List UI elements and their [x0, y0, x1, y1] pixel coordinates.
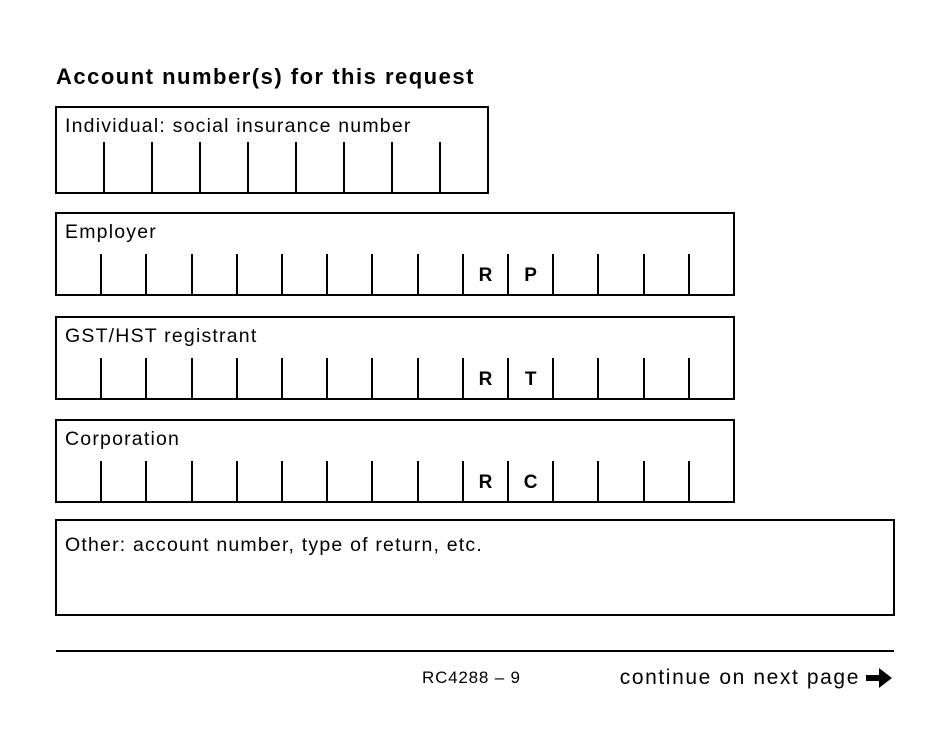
employer-digit-cell[interactable]	[100, 254, 145, 294]
gst-hst-digit-cell[interactable]	[552, 358, 597, 398]
gst-hst-digit-cell[interactable]	[688, 358, 733, 398]
individual-digit-cell[interactable]	[247, 142, 295, 192]
other-label: Other: account number, type of return, etc.	[65, 534, 483, 556]
continue-link[interactable]	[620, 664, 894, 692]
individual-digit-cell[interactable]	[439, 142, 487, 192]
corporation-digit-cell: R	[462, 461, 507, 501]
gst-hst-cells	[57, 358, 733, 398]
employer-digit-cell[interactable]	[281, 254, 326, 294]
continue-text: continue on next page	[619, 666, 860, 689]
corporation-digit-cell[interactable]	[688, 461, 733, 501]
gst-hst-digit-cell[interactable]	[145, 358, 190, 398]
gst-hst-digit-cell[interactable]	[236, 358, 281, 398]
corporation-digit-cell[interactable]	[236, 461, 281, 501]
employer-digit-cell[interactable]	[597, 254, 642, 294]
individual-digit-cell[interactable]	[295, 142, 343, 192]
gst-hst-digit-cell[interactable]	[371, 358, 416, 398]
corporation-digit-cell[interactable]	[100, 461, 145, 501]
gst-hst-digit-cell[interactable]	[100, 358, 145, 398]
gst-hst-label: GST/HST registrant	[65, 325, 258, 347]
individual-digit-cell[interactable]	[391, 142, 439, 192]
gst-hst-account-field[interactable]	[55, 316, 735, 400]
employer-digit-cell[interactable]	[236, 254, 281, 294]
individual-digit-cell[interactable]	[151, 142, 199, 192]
employer-digit-cell[interactable]	[688, 254, 733, 294]
employer-cells	[57, 254, 733, 294]
corporation-digit-cell[interactable]	[552, 461, 597, 501]
right-arrow-icon	[864, 666, 894, 690]
individual-sin-field[interactable]	[55, 106, 489, 194]
gst-hst-digit-cell[interactable]	[643, 358, 688, 398]
gst-hst-digit-cell[interactable]	[326, 358, 371, 398]
corporation-digit-cell: C	[507, 461, 552, 501]
individual-sin-label: Individual: social insurance number	[65, 115, 412, 137]
individual-digit-cell[interactable]	[103, 142, 151, 192]
employer-digit-cell[interactable]	[371, 254, 416, 294]
individual-digit-cell[interactable]	[343, 142, 391, 192]
individual-digit-cell[interactable]	[199, 142, 247, 192]
form-page-code: RC4288 – 9	[422, 668, 521, 687]
employer-digit-cell[interactable]	[145, 254, 190, 294]
employer-digit-cell[interactable]	[191, 254, 236, 294]
corporation-cells	[57, 461, 733, 501]
employer-account-field[interactable]	[55, 212, 735, 296]
employer-digit-cell[interactable]	[643, 254, 688, 294]
employer-digit-cell[interactable]	[326, 254, 371, 294]
gst-hst-digit-cell: T	[507, 358, 552, 398]
gst-hst-digit-cell[interactable]	[57, 358, 100, 398]
gst-hst-digit-cell[interactable]	[191, 358, 236, 398]
corporation-digit-cell[interactable]	[371, 461, 416, 501]
footer-divider	[56, 650, 894, 652]
corporation-digit-cell[interactable]	[191, 461, 236, 501]
corporation-digit-cell[interactable]	[145, 461, 190, 501]
individual-digit-cell[interactable]	[57, 142, 103, 192]
employer-digit-cell: R	[462, 254, 507, 294]
employer-digit-cell[interactable]	[57, 254, 100, 294]
employer-digit-cell[interactable]	[417, 254, 462, 294]
corporation-label: Corporation	[65, 428, 181, 450]
corporation-digit-cell[interactable]	[326, 461, 371, 501]
employer-digit-cell: P	[507, 254, 552, 294]
individual-sin-cells	[57, 142, 487, 192]
employer-digit-cell[interactable]	[552, 254, 597, 294]
corporation-digit-cell[interactable]	[57, 461, 100, 501]
gst-hst-digit-cell: R	[462, 358, 507, 398]
gst-hst-digit-cell[interactable]	[597, 358, 642, 398]
gst-hst-digit-cell[interactable]	[417, 358, 462, 398]
gst-hst-digit-cell[interactable]	[281, 358, 326, 398]
corporation-digit-cell[interactable]	[281, 461, 326, 501]
corporation-digit-cell[interactable]	[417, 461, 462, 501]
corporation-digit-cell[interactable]	[597, 461, 642, 501]
section-title: Account number(s) for this request	[56, 64, 475, 89]
corporation-account-field[interactable]	[55, 419, 735, 503]
other-account-field[interactable]	[55, 519, 895, 616]
corporation-digit-cell[interactable]	[643, 461, 688, 501]
employer-label: Employer	[65, 221, 157, 243]
